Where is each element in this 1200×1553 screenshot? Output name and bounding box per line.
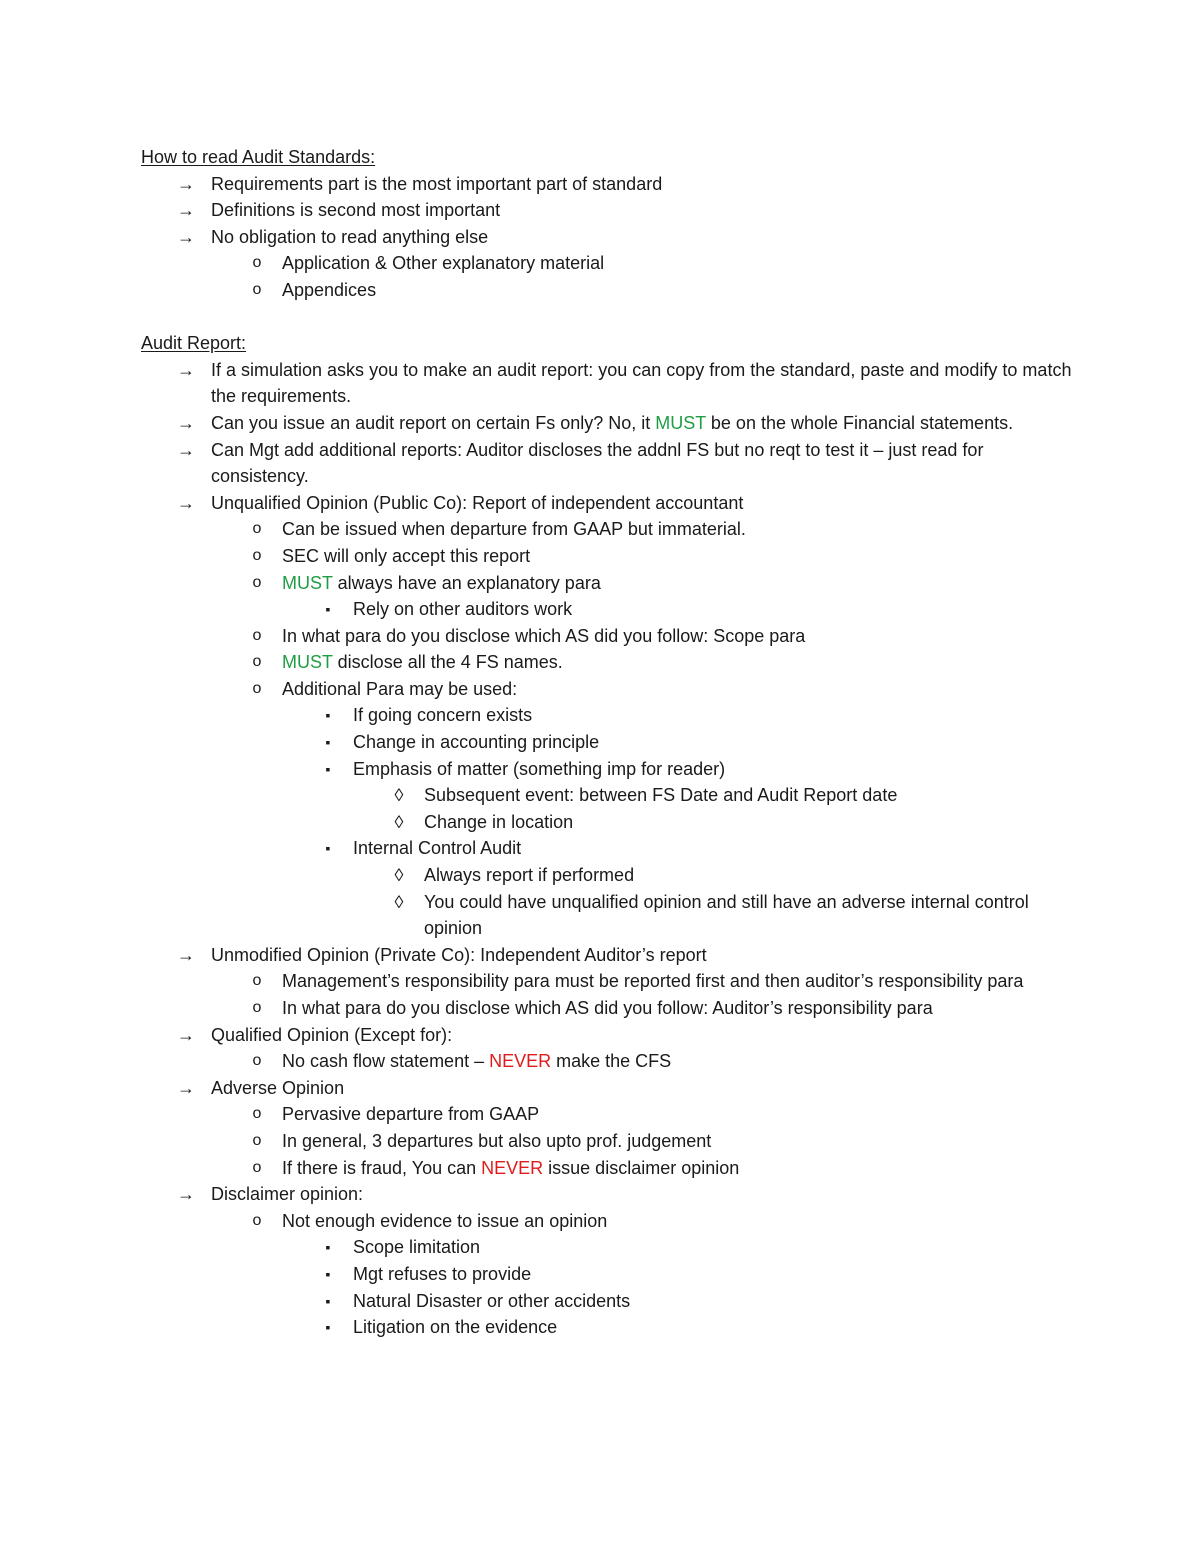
list-item-adverse-opinion: → Adverse Opinion: [141, 1075, 1101, 1102]
arrow-bullet-icon: →: [177, 492, 195, 513]
diamond-bullet-icon: ◊: [394, 785, 404, 806]
circle-bullet-icon: o: [252, 254, 262, 272]
never-emphasis: NEVER: [481, 1157, 544, 1178]
circle-bullet-icon: o: [252, 280, 262, 298]
circle-bullet-icon: o: [252, 679, 262, 697]
list-item: o Application & Other explanatory material: [141, 250, 1101, 277]
arrow-bullet-icon: →: [177, 200, 195, 221]
must-emphasis: MUST: [282, 652, 333, 673]
list-item: o Can be issued when departure from GAAP but immaterial.: [141, 516, 1101, 543]
square-bullet-icon: ▪: [325, 707, 331, 724]
list-item: ▪ Natural Disaster or other accidents: [141, 1288, 1101, 1315]
list-item: ▪ Rely on other auditors work: [141, 596, 1101, 623]
diamond-bullet-icon: ◊: [394, 891, 404, 912]
circle-bullet-icon: o: [252, 546, 262, 564]
list-item: ▪ Scope limitation: [141, 1234, 1101, 1261]
square-bullet-icon: ▪: [325, 1319, 331, 1336]
list-item: o MUST disclose all the 4 FS names.: [141, 649, 1101, 676]
circle-bullet-icon: o: [252, 999, 262, 1016]
list-item: o No cash flow statement – NEVER make the CFS: [141, 1048, 1101, 1075]
blank-line: [141, 304, 1101, 331]
circle-bullet-icon: o: [252, 573, 262, 591]
list-item-unqualified-opinion: → Unqualified Opinion (Public Co): Report of independent accountant: [141, 490, 1101, 517]
section-heading-audit-report: Audit Report:: [141, 333, 247, 354]
square-bullet-icon: ▪: [325, 734, 331, 751]
list-item: ▪ Internal Control Audit: [141, 835, 1101, 862]
list-item: o Pervasive departure from GAAP: [141, 1101, 1101, 1128]
arrow-bullet-icon: →: [177, 439, 195, 460]
circle-bullet-icon: o: [252, 653, 262, 671]
square-bullet-icon: ▪: [325, 601, 331, 618]
square-bullet-icon: ▪: [325, 1239, 331, 1256]
list-item: ▪ If going concern exists: [141, 702, 1101, 729]
section-heading-audit-standards: How to read Audit Standards:: [141, 147, 376, 167]
arrow-bullet-icon: →: [177, 1024, 195, 1045]
list-item: o In what para do you disclose which AS did you follow: Scope para: [141, 623, 1101, 650]
square-bullet-icon: ▪: [325, 760, 331, 777]
diamond-bullet-icon: ◊: [394, 865, 404, 886]
square-bullet-icon: ▪: [325, 1265, 331, 1282]
arrow-bullet-icon: →: [177, 1184, 195, 1205]
list-item: o In general, 3 departures but also upto prof. judgement: [141, 1128, 1101, 1155]
list-item-disclaimer-opinion: → Disclaimer opinion:: [141, 1181, 1101, 1208]
circle-bullet-icon: o: [252, 1105, 262, 1123]
circle-bullet-icon: o: [252, 972, 262, 990]
never-emphasis: NEVER: [489, 1051, 552, 1072]
list-item: → Definitions is second most important: [141, 197, 1101, 224]
list-item: o Additional Para may be used:: [141, 676, 1101, 703]
list-item-qualified-opinion: → Qualified Opinion (Except for):: [141, 1022, 1101, 1049]
list-item: o In what para do you disclose which AS did you follow: Auditor’s responsibility para: [141, 995, 1101, 1022]
diamond-bullet-icon: ◊: [394, 811, 404, 832]
list-item: ▪ Change in accounting principle: [141, 729, 1101, 756]
circle-bullet-icon: o: [252, 1131, 262, 1149]
circle-bullet-icon: o: [252, 1052, 262, 1070]
circle-bullet-icon: o: [252, 626, 262, 644]
list-item: o Not enough evidence to issue an opinion: [141, 1208, 1101, 1235]
arrow-bullet-icon: →: [177, 944, 195, 965]
list-item: ◊ Change in location: [141, 809, 1101, 836]
list-item: → Can you issue an audit report on certain Fs only? No, it MUST be on the whole Financial statements.: [141, 410, 1101, 437]
list-item: ▪ Litigation on the evidence: [141, 1314, 1101, 1341]
arrow-bullet-icon: →: [177, 359, 195, 380]
list-item: → No obligation to read anything else: [141, 224, 1101, 251]
list-item: o Management’s responsibility para must be reported first and then auditor’s responsibility para: [141, 968, 1101, 995]
arrow-bullet-icon: →: [177, 173, 195, 194]
circle-bullet-icon: o: [252, 1211, 262, 1229]
circle-bullet-icon: o: [252, 520, 262, 538]
arrow-bullet-icon: →: [177, 1077, 195, 1098]
square-bullet-icon: ▪: [325, 1292, 331, 1309]
list-item: o If there is fraud, You can NEVER issue disclaimer opinion: [141, 1155, 1101, 1182]
square-bullet-icon: ▪: [325, 840, 331, 857]
document-page: [141, 144, 1101, 1341]
list-item-unmodified-opinion: → Unmodified Opinion (Private Co): Independent Auditor’s report: [141, 942, 1101, 969]
must-emphasis: MUST: [655, 412, 706, 433]
list-item: o SEC will only accept this report: [141, 543, 1101, 570]
must-emphasis: MUST: [282, 572, 333, 593]
list-item: → Requirements part is the most important part of standard: [141, 171, 1101, 198]
list-item: ▪ Mgt refuses to provide: [141, 1261, 1101, 1288]
arrow-bullet-icon: →: [177, 226, 195, 247]
list-item: → Can Mgt add additional reports: Auditor discloses the addnl FS but no reqt to test it – just read for consistency.: [141, 437, 1101, 490]
list-item: ◊ Subsequent event: between FS Date and Audit Report date: [141, 782, 1101, 809]
list-item: ◊ Always report if performed: [141, 862, 1101, 889]
list-item: ◊ You could have unqualified opinion and still have an adverse internal control opinion: [141, 889, 1101, 942]
list-item: o MUST always have an explanatory para: [141, 570, 1101, 597]
list-item: → If a simulation asks you to make an audit report: you can copy from the standard, paste and modify to match the requirements.: [141, 357, 1101, 410]
list-item: ▪ Emphasis of matter (something imp for reader): [141, 756, 1101, 783]
list-item: o Appendices: [141, 277, 1101, 304]
arrow-bullet-icon: →: [177, 412, 195, 433]
circle-bullet-icon: o: [252, 1158, 262, 1176]
